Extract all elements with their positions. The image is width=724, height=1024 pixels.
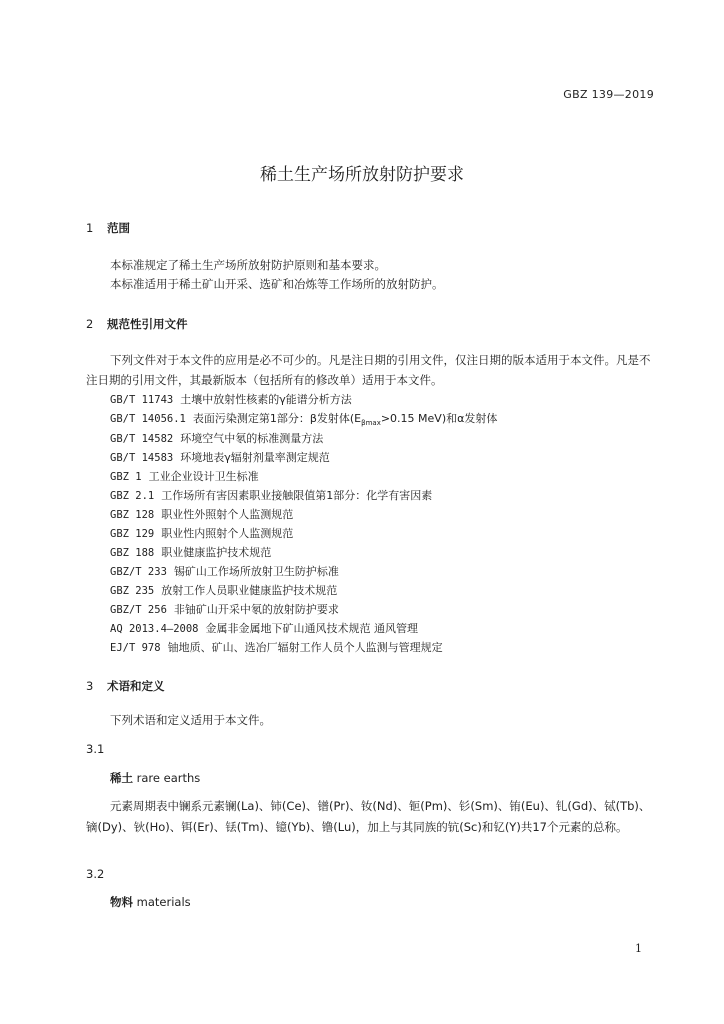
term-number: 3.1 (86, 742, 105, 756)
term-zh: 物料 (110, 895, 133, 909)
reference-item: GBZ 235 放射工作人员职业健康监护技术规范 (110, 584, 338, 597)
reference-item: GB/T 14582 环境空气中氡的标准测量方法 (110, 432, 324, 445)
term-en: materials (136, 895, 191, 909)
term-definition: 元素周期表中镧系元素镧(La)、铈(Ce)、镨(Pr)、钕(Nd)、钷(Pm)、钐(Sm)、铕(Eu)、钆(Gd)、铽(Tb)、镝(Dy)、钬(Ho)、铒(Er)、铥(Tm)、镱(Yb)、镥(Lu)，加上与其同族的钪(Sc)和钇(Y)共17个元素的总称。 (86, 799, 651, 834)
section-heading-references (86, 316, 188, 332)
reference-item: GBZ 2.1 工作场所有害因素职业接触限值第1部分：化学有害因素 (110, 489, 433, 502)
term-number: 3.2 (86, 867, 105, 881)
section-heading-scope (86, 220, 130, 236)
term-en: rare earths (136, 771, 201, 785)
section-number: 1 (86, 221, 94, 235)
section-heading-terms (86, 678, 165, 694)
reference-item: GBZ/T 233 锡矿山工作场所放射卫生防护标准 (110, 565, 339, 578)
reference-item: EJ/T 978 铀地质、矿山、选冶厂辐射工作人员个人监测与管理规定 (110, 641, 443, 654)
document-code: GBZ 139—2019 (563, 88, 654, 101)
term-zh: 稀土 (110, 771, 133, 785)
paragraph: 下列术语和定义适用于本文件。 (110, 713, 271, 727)
page-number: 1 (635, 942, 642, 955)
reference-item: GBZ 1 工业企业设计卫生标准 (110, 470, 259, 483)
reference-item: GB/T 14056.1 表面污染测定第1部分：β发射体($E_{\beta max}>0.15$ MeV)和α发射体 (110, 412, 498, 428)
term-heading (110, 894, 191, 910)
section-number: 2 (86, 317, 94, 331)
reference-item: GBZ 188 职业健康监护技术规范 (110, 546, 272, 559)
reference-item: GBZ 128 职业性外照射个人监测规范 (110, 508, 294, 521)
paragraph: 本标准适用于稀土矿山开采、选矿和冶炼等工作场所的放射防护。 (110, 277, 444, 291)
section-title: 术语和定义 (107, 679, 165, 693)
term-heading (110, 770, 200, 786)
paragraph: 下列文件对于本文件的应用是必不可少的。凡是注日期的引用文件，仅注日期的版本适用于本文件。凡是不注日期的引用文件，其最新版本（包括所有的修改单）适用于本文件。 (86, 353, 651, 387)
reference-item: AQ 2013.4—2008 金属非金属地下矿山通风技术规范 通风管理 (110, 622, 419, 635)
page-title: 稀土生产场所放射防护要求 (260, 165, 464, 185)
section-title: 规范性引用文件 (107, 317, 188, 331)
section-title: 范围 (107, 221, 130, 235)
reference-item: GB/T 14583 环境地表γ辐射剂量率测定规范 (110, 451, 330, 464)
reference-item: GBZ/T 256 非铀矿山开采中氡的放射防护要求 (110, 603, 339, 616)
reference-item: GB/T 11743 土壤中放射性核素的γ能谱分析方法 (110, 393, 352, 406)
paragraph: 本标准规定了稀土生产场所放射防护原则和基本要求。 (110, 258, 386, 272)
section-number: 3 (86, 679, 94, 693)
reference-item: GBZ 129 职业性内照射个人监测规范 (110, 527, 294, 540)
